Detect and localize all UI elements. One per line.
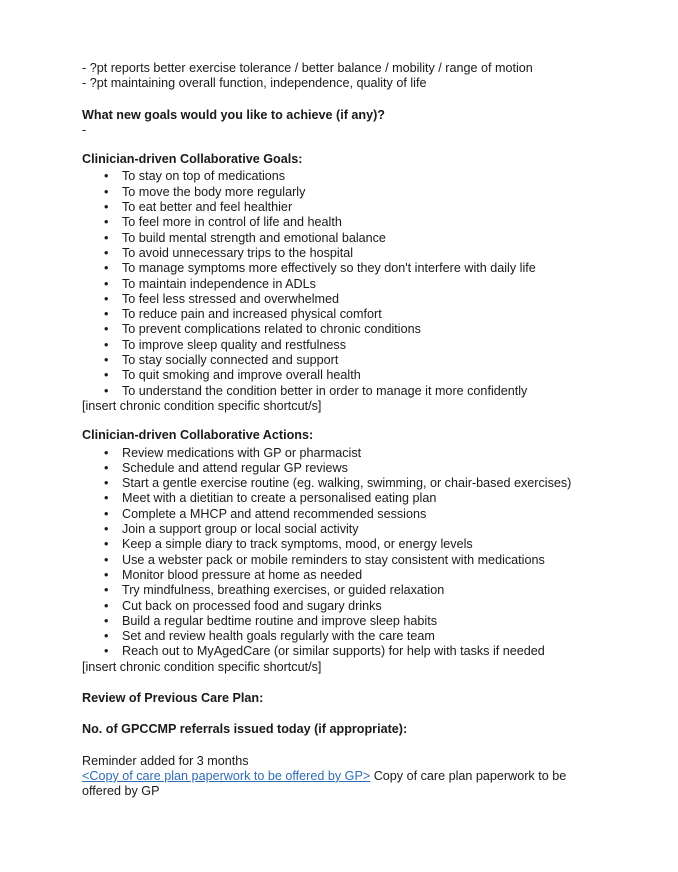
goals-shortcut-placeholder: [insert chronic condition specific shortcut/s] [82,398,322,413]
action-item: • Build a regular bedtime routine and improve sleep habits [82,614,602,629]
reminder-text: Reminder added for 3 months [82,753,249,768]
action-item: • Try mindfulness, breathing exercises, or guided relaxation [82,583,602,598]
goal-item: • To eat better and feel healthier [82,200,602,215]
goal-item: • To quit smoking and improve overall health [82,368,602,383]
goals-heading: Clinician-driven Collaborative Goals: [82,152,303,167]
goal-item: • To stay socially connected and support [82,353,602,368]
new-goals-heading: What new goals would you like to achieve (if any)? [82,107,385,122]
goal-item: • To feel less stressed and overwhelmed [82,292,602,307]
action-item: • Use a webster pack or mobile reminders to stay consistent with medications [82,553,602,568]
document-body [82,61,602,799]
action-item: • Set and review health goals regularly with the care team [82,629,602,644]
review-heading: Review of Previous Care Plan: [82,690,264,705]
actions-heading: Clinician-driven Collaborative Actions: [82,428,314,443]
goal-item: • To understand the condition better in order to manage it more confidently [82,384,602,399]
action-item: • Monitor blood pressure at home as needed [82,568,602,583]
paperwork-line [82,769,602,784]
goal-item: • To improve sleep quality and restfulness [82,338,602,353]
action-item: • Start a gentle exercise routine (eg. walking, swimming, or chair-based exercises) [82,476,602,491]
goal-item: • To move the body more regularly [82,185,602,200]
goal-item: • To avoid unnecessary trips to the hospital [82,246,602,261]
intro-line-1: - ?pt reports better exercise tolerance / better balance / mobility / range of motion [82,61,533,75]
action-item: • Keep a simple diary to track symptoms, mood, or energy levels [82,537,602,552]
action-item: • Review medications with GP or pharmacist [82,446,602,461]
goal-item: • To stay on top of medications [82,169,602,184]
paperwork-link[interactable]: <Copy of care plan paperwork to be offered by GP> [82,768,371,783]
goal-item: • To build mental strength and emotional balance [82,231,602,246]
goal-item: • To maintain independence in ADLs [82,277,602,292]
actions-list [82,446,602,660]
goal-item: • To manage symptoms more effectively so they don't interfere with daily life [82,261,602,276]
action-item: • Complete a MHCP and attend recommended sessions [82,507,602,522]
action-item: • Join a support group or local social activity [82,522,602,537]
paperwork-line-continued: offered by GP [82,784,160,799]
goals-list [82,169,602,398]
action-item: • Cut back on processed food and sugary drinks [82,599,602,614]
action-item: • Meet with a dietitian to create a personalised eating plan [82,491,602,506]
intro-line-2: - ?pt maintaining overall function, independence, quality of life [82,76,427,91]
new-goals-answer: - [82,122,87,137]
goal-item: • To reduce pain and increased physical comfort [82,307,602,322]
referrals-heading: No. of GPCCMP referrals issued today (if appropriate): [82,722,408,737]
goal-item: • To feel more in control of life and health [82,215,602,230]
paperwork-text: Copy of care plan paperwork to be [370,768,567,783]
action-item: • Reach out to MyAgedCare (or similar supports) for help with tasks if needed [82,644,602,659]
goal-item: • To prevent complications related to chronic conditions [82,322,602,337]
actions-shortcut-placeholder: [insert chronic condition specific shortcut/s] [82,659,322,674]
action-item: • Schedule and attend regular GP reviews [82,461,602,476]
